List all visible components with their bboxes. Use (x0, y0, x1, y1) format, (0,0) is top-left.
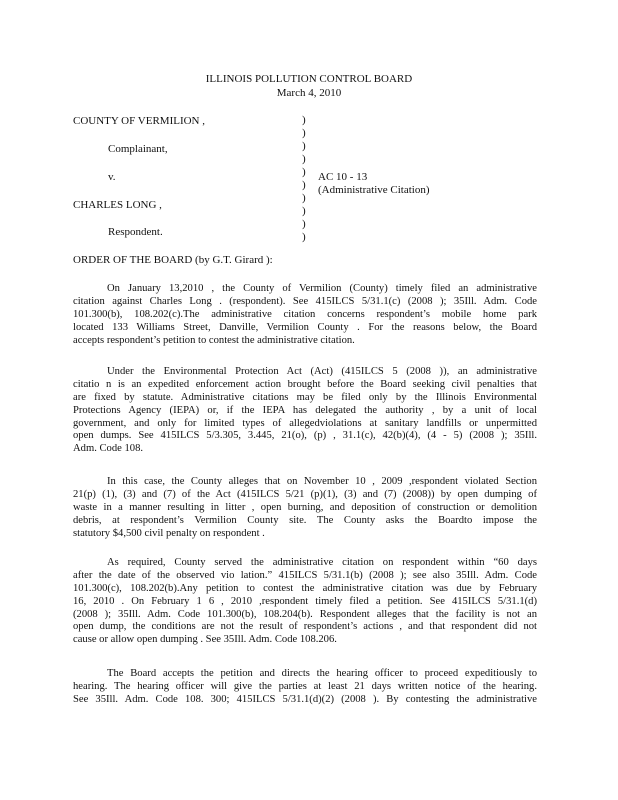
paragraph-line: waste in a manner resulting in litter , open burning, and deposition of construction or demolition (73, 501, 537, 513)
paragraph-line: 101.300(b), 108.202(c).The administrative citation concerns respondent’s mobile home park (73, 308, 537, 320)
order-date: March 4, 2010 (276, 87, 342, 99)
paren-mark: ) (302, 218, 306, 230)
paragraph-5 (73, 668, 537, 707)
paragraph-line: open dumps. See 415ILCS 5/3.305, 3.445, 21(o), (p) , 31.1(c), 42(b)(4), (4 - 5) (2008 ); 35Ill. (73, 430, 537, 442)
paragraph-line: after the date of the observed vio lation.” 415ILCS 5/31.1(b) (2008 ); see also 35Ill. Adm. Code (73, 569, 537, 581)
versus-label: v. (108, 171, 116, 183)
paragraph-line: citation against Charles Long . (respondent). See 415ILCS 5/31.1(c) (2008 ); 35Ill. Adm. Code (73, 295, 537, 307)
paren-mark: ) (302, 192, 306, 204)
paren-mark: ) (302, 166, 306, 178)
paragraph-line: (2008 ); 35Ill. Adm. Code 101.300(b), 108.204(b). Respondent alleges that the facility is not an (73, 608, 537, 620)
paren-mark: ) (302, 231, 306, 243)
case-type: (Administrative Citation) (318, 184, 430, 196)
complainant-label: Complainant, (108, 143, 168, 155)
paragraph-line: hearing. The hearing officer will give the parties at least 21 days written notice of the hearing. (73, 680, 537, 692)
paragraph-line: 21(p) (1), (3) and (7) of the Act (415ILCS 5/21 (p)(1), (3) and (7) (2008)) by open dumping of (73, 488, 537, 500)
complainant-name: COUNTY OF VERMILION , (73, 115, 205, 127)
paragraph-line: are fixed by statute. Administrative citations may be filed only by the Illinois Environmental (73, 391, 537, 403)
paragraph-line: Protections Agency (IEPA) or, if the IEPA has delegated the authority , by a unit of local (73, 404, 537, 416)
board-name: ILLINOIS POLLUTION CONTROL BOARD (205, 73, 413, 85)
paragraph-line: The Board accepts the petition and directs the hearing officer to proceed expeditiously to (107, 668, 537, 679)
paragraph-line: 16, 2010 . On February 1 6 , 2010 ,respondent timely filed a petition. See 415ILCS 5/31.1(d) (73, 595, 537, 607)
paragraph-line: government, and only for limited types of allegedviolations at sanitary landfills or unpermitted (73, 417, 537, 429)
paragraph-line: open dump, the conditions are not the result of respondent’s actions , and that respondent did not (73, 621, 537, 633)
paragraph-2 (73, 366, 537, 456)
order-heading: ORDER OF THE BOARD (by G.T. Girard ): (73, 254, 273, 266)
paragraph-line: On January 13,2010 , the County of Vermilion (County) timely filed an administrative (107, 283, 537, 294)
paragraph-3 (73, 476, 537, 540)
paren-mark: ) (302, 127, 306, 139)
paragraph-line: cause or allow open dumping . See 35Ill. Adm. Code 108.206. (73, 634, 337, 646)
paren-mark: ) (302, 153, 306, 165)
paragraph-line: In this case, the County alleges that on November 10 , 2009 ,respondent violated Section (107, 476, 537, 487)
paragraph-line: citatio n is an expedited enforcement action brought before the Board seeking civil penalties that (73, 378, 537, 390)
paragraph-line: statutory $4,500 civil penalty on respondent . (73, 527, 265, 539)
paragraph-line: As required, County served the administrative citation on respondent within “60 days (107, 557, 537, 568)
paren-mark: ) (302, 179, 306, 191)
respondent-label: Respondent. (108, 226, 163, 238)
paren-mark: ) (302, 205, 306, 217)
paragraph-line: See 35Ill. Adm. Code 108. 300; 415ILCS 5/31.1(d)(2) (2008 ). By contesting the administrative (73, 693, 537, 705)
paren-mark: ) (302, 140, 306, 152)
paragraph-line: located 133 Williams Street, Danville, Vermilion County . For the reasons below, the Board (73, 321, 537, 333)
paragraph-1 (73, 283, 537, 347)
paragraph-line: debris, at respondent’s Vermilion County site. The County asks the Boardto impose the (73, 514, 537, 526)
case-number: AC 10 - 13 (318, 171, 368, 183)
caption-parentheses (302, 114, 306, 244)
respondent-name: CHARLES LONG , (73, 199, 162, 211)
paragraph-line: 101.300(c), 108.202(b).Any petition to contest the administrative citation was due by February (73, 582, 537, 594)
paragraph-line: Adm. Code 108. (73, 443, 144, 455)
paragraph-line: accepts respondent’s petition to contest the administrative citation. (73, 334, 355, 346)
paragraph-4 (73, 557, 537, 647)
paragraph-line: Under the Environmental Protection Act (Act) (415ILCS 5 (2008 )), an administrative (107, 366, 537, 377)
paren-mark: ) (302, 114, 306, 126)
